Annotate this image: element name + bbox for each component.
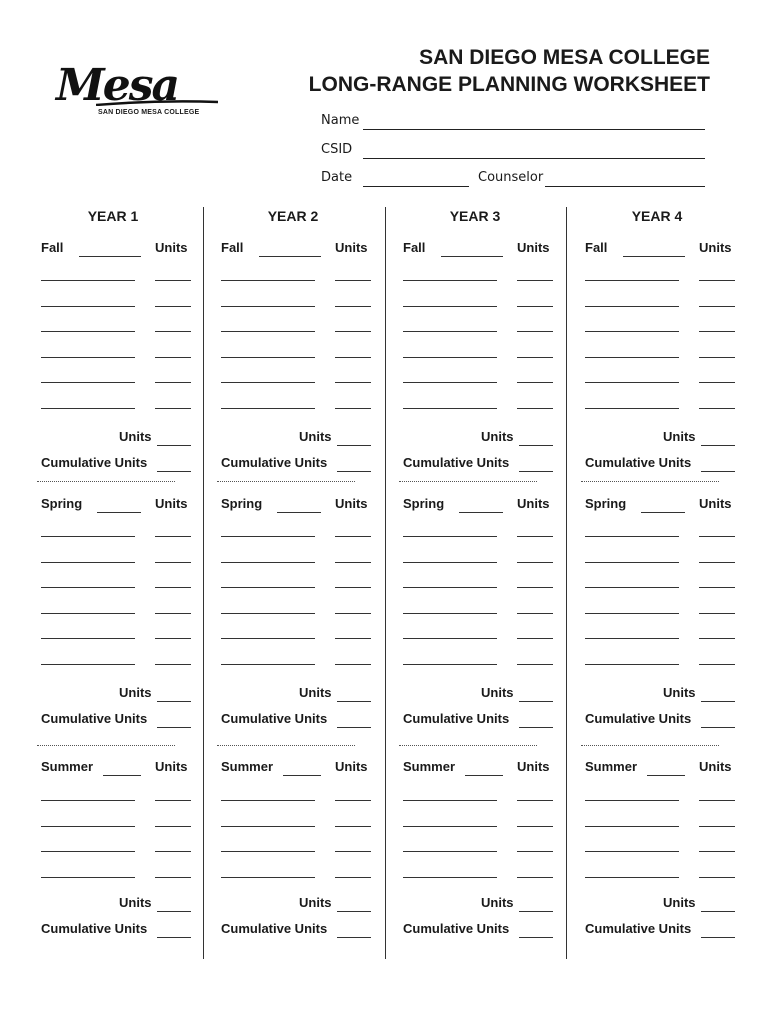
course-units-field[interactable]: [517, 851, 553, 852]
course-units-field[interactable]: [155, 408, 191, 409]
course-units-field[interactable]: [517, 331, 553, 332]
course-field[interactable]: [403, 613, 497, 614]
course-field[interactable]: [585, 357, 679, 358]
course-units-field[interactable]: [335, 826, 371, 827]
logo-swoosh: [96, 100, 218, 106]
course-units-field[interactable]: [699, 826, 735, 827]
units-total-label: Units: [481, 895, 514, 910]
cumulative-units-field[interactable]: [337, 727, 371, 728]
course-units-field[interactable]: [335, 851, 371, 852]
course-field[interactable]: [585, 331, 679, 332]
course-field[interactable]: [403, 306, 497, 307]
course-units-field[interactable]: [517, 587, 553, 588]
name-field[interactable]: [363, 129, 705, 130]
units-total-field[interactable]: [157, 445, 191, 446]
fall-term-field[interactable]: [79, 256, 141, 257]
section-separator: [399, 481, 537, 482]
course-field[interactable]: [41, 408, 135, 409]
course-units-field[interactable]: [155, 587, 191, 588]
course-field[interactable]: [585, 613, 679, 614]
spring-label: Spring: [403, 496, 445, 511]
course-field[interactable]: [403, 638, 497, 639]
fall-label: Fall: [41, 240, 64, 255]
cumulative-units-label: Cumulative Units: [221, 711, 328, 726]
units-header: Units: [155, 240, 188, 255]
course-units-field[interactable]: [517, 408, 553, 409]
course-field[interactable]: [403, 800, 497, 801]
cumulative-units-label: Cumulative Units: [403, 711, 510, 726]
course-field[interactable]: [221, 408, 315, 409]
date-field[interactable]: [363, 186, 469, 187]
cumulative-units-label: Cumulative Units: [41, 455, 148, 470]
course-units-field[interactable]: [335, 664, 371, 665]
course-units-field[interactable]: [699, 382, 735, 383]
course-field[interactable]: [221, 851, 315, 852]
section-separator: [217, 481, 355, 482]
course-units-field[interactable]: [699, 851, 735, 852]
course-field[interactable]: [585, 851, 679, 852]
course-units-field[interactable]: [155, 638, 191, 639]
units-header: Units: [517, 240, 550, 255]
course-field[interactable]: [585, 587, 679, 588]
course-field[interactable]: [221, 536, 315, 537]
course-field[interactable]: [41, 331, 135, 332]
course-field[interactable]: [585, 800, 679, 801]
course-field[interactable]: [403, 664, 497, 665]
summer-term-field[interactable]: [647, 775, 685, 776]
course-field[interactable]: [221, 587, 315, 588]
course-units-field[interactable]: [699, 638, 735, 639]
course-field[interactable]: [41, 851, 135, 852]
course-field[interactable]: [221, 280, 315, 281]
course-units-field[interactable]: [699, 280, 735, 281]
course-units-field[interactable]: [517, 382, 553, 383]
cumulative-units-field[interactable]: [157, 937, 191, 938]
cumulative-units-label: Cumulative Units: [41, 921, 148, 936]
cumulative-units-label: Cumulative Units: [585, 921, 692, 936]
course-units-field[interactable]: [335, 357, 371, 358]
units-header: Units: [699, 240, 732, 255]
units-total-label: Units: [299, 895, 332, 910]
summer-label: Summer: [585, 759, 638, 774]
date-label: Date: [321, 170, 353, 185]
course-units-field[interactable]: [517, 562, 553, 563]
course-units-field[interactable]: [335, 536, 371, 537]
course-field[interactable]: [585, 562, 679, 563]
course-field[interactable]: [41, 638, 135, 639]
csid-field[interactable]: [363, 158, 705, 159]
units-header: Units: [699, 759, 732, 774]
cumulative-units-label: Cumulative Units: [585, 455, 692, 470]
course-field[interactable]: [221, 877, 315, 878]
spring-term-field[interactable]: [459, 512, 503, 513]
units-total-field[interactable]: [701, 445, 735, 446]
cumulative-units-label: Cumulative Units: [403, 455, 510, 470]
units-total-field[interactable]: [337, 445, 371, 446]
course-field[interactable]: [41, 664, 135, 665]
course-field[interactable]: [221, 826, 315, 827]
cumulative-units-field[interactable]: [519, 937, 553, 938]
fall-label: Fall: [585, 240, 608, 255]
course-field[interactable]: [41, 587, 135, 588]
units-total-label: Units: [663, 685, 696, 700]
cumulative-units-label: Cumulative Units: [221, 921, 328, 936]
units-total-label: Units: [299, 685, 332, 700]
course-field[interactable]: [41, 357, 135, 358]
course-field[interactable]: [221, 306, 315, 307]
course-units-field[interactable]: [155, 357, 191, 358]
fall-term-field[interactable]: [441, 256, 503, 257]
summer-label: Summer: [403, 759, 456, 774]
summer-label: Summer: [221, 759, 274, 774]
course-field[interactable]: [41, 382, 135, 383]
course-field[interactable]: [403, 382, 497, 383]
units-total-field[interactable]: [157, 701, 191, 702]
year-column-2: [213, 200, 395, 960]
course-field[interactable]: [41, 826, 135, 827]
name-label: Name: [321, 113, 360, 128]
cumulative-units-field[interactable]: [701, 727, 735, 728]
course-units-field[interactable]: [155, 562, 191, 563]
course-field[interactable]: [403, 331, 497, 332]
worksheet-title: LONG-RANGE PLANNING WORKSHEET: [308, 73, 710, 96]
course-field[interactable]: [221, 638, 315, 639]
course-field[interactable]: [41, 306, 135, 307]
course-field[interactable]: [403, 536, 497, 537]
year-column-3: [395, 200, 577, 960]
course-field[interactable]: [41, 280, 135, 281]
section-separator: [37, 481, 175, 482]
course-field[interactable]: [221, 800, 315, 801]
course-units-field[interactable]: [517, 306, 553, 307]
course-field[interactable]: [403, 357, 497, 358]
course-units-field[interactable]: [699, 306, 735, 307]
course-units-field[interactable]: [517, 877, 553, 878]
course-units-field[interactable]: [699, 587, 735, 588]
year-column-1: [33, 200, 215, 960]
fall-term-field[interactable]: [259, 256, 321, 257]
cumulative-units-field[interactable]: [701, 937, 735, 938]
section-separator: [217, 745, 355, 746]
course-field[interactable]: [403, 408, 497, 409]
college-title: SAN DIEGO MESA COLLEGE: [419, 46, 710, 69]
units-header: Units: [335, 496, 368, 511]
course-units-field[interactable]: [699, 613, 735, 614]
course-units-field[interactable]: [699, 562, 735, 563]
spring-term-field[interactable]: [277, 512, 321, 513]
spring-label: Spring: [221, 496, 263, 511]
course-units-field[interactable]: [335, 331, 371, 332]
section-separator: [399, 745, 537, 746]
logo-wordmark: Mesa: [56, 60, 178, 111]
units-total-field[interactable]: [157, 911, 191, 912]
year-title: YEAR 1: [87, 208, 139, 224]
cumulative-units-label: Cumulative Units: [221, 455, 328, 470]
course-units-field[interactable]: [155, 306, 191, 307]
course-units-field[interactable]: [335, 877, 371, 878]
year-title: YEAR 3: [449, 208, 501, 224]
course-units-field[interactable]: [517, 536, 553, 537]
summer-label: Summer: [41, 759, 94, 774]
logo-subtitle: SAN DIEGO MESA COLLEGE: [98, 109, 200, 116]
units-total-label: Units: [119, 429, 152, 444]
cumulative-units-label: Cumulative Units: [41, 711, 148, 726]
units-total-label: Units: [481, 429, 514, 444]
course-field[interactable]: [585, 382, 679, 383]
course-units-field[interactable]: [517, 613, 553, 614]
course-units-field[interactable]: [155, 280, 191, 281]
counselor-field[interactable]: [545, 186, 705, 187]
course-field[interactable]: [403, 877, 497, 878]
year-title: YEAR 2: [267, 208, 319, 224]
units-total-label: Units: [481, 685, 514, 700]
units-total-field[interactable]: [519, 701, 553, 702]
fall-term-field[interactable]: [623, 256, 685, 257]
course-field[interactable]: [585, 638, 679, 639]
units-header: Units: [335, 240, 368, 255]
course-field[interactable]: [585, 877, 679, 878]
course-field[interactable]: [221, 562, 315, 563]
spring-label: Spring: [585, 496, 627, 511]
course-field[interactable]: [403, 851, 497, 852]
course-units-field[interactable]: [335, 562, 371, 563]
summer-term-field[interactable]: [283, 775, 321, 776]
course-field[interactable]: [221, 382, 315, 383]
cumulative-units-field[interactable]: [519, 727, 553, 728]
fall-label: Fall: [221, 240, 244, 255]
course-units-field[interactable]: [155, 536, 191, 537]
mesa-logo: [56, 60, 221, 122]
units-header: Units: [517, 496, 550, 511]
course-field[interactable]: [41, 877, 135, 878]
units-total-field[interactable]: [519, 911, 553, 912]
course-units-field[interactable]: [335, 800, 371, 801]
units-total-field[interactable]: [337, 911, 371, 912]
units-header: Units: [335, 759, 368, 774]
course-units-field[interactable]: [517, 800, 553, 801]
units-total-field[interactable]: [519, 445, 553, 446]
year-column-4: [577, 200, 759, 960]
course-units-field[interactable]: [335, 587, 371, 588]
course-field[interactable]: [221, 613, 315, 614]
units-total-label: Units: [663, 429, 696, 444]
course-units-field[interactable]: [699, 408, 735, 409]
course-units-field[interactable]: [699, 877, 735, 878]
course-field[interactable]: [585, 306, 679, 307]
section-separator: [581, 745, 719, 746]
course-field[interactable]: [41, 800, 135, 801]
course-field[interactable]: [585, 664, 679, 665]
course-units-field[interactable]: [335, 613, 371, 614]
units-total-label: Units: [119, 685, 152, 700]
units-header: Units: [517, 759, 550, 774]
counselor-label: Counselor: [478, 170, 544, 185]
course-units-field[interactable]: [155, 331, 191, 332]
course-units-field[interactable]: [699, 800, 735, 801]
units-total-field[interactable]: [337, 701, 371, 702]
spring-term-field[interactable]: [97, 512, 141, 513]
spring-term-field[interactable]: [641, 512, 685, 513]
course-field[interactable]: [221, 357, 315, 358]
units-total-field[interactable]: [701, 701, 735, 702]
year-title: YEAR 4: [631, 208, 683, 224]
units-total-label: Units: [663, 895, 696, 910]
course-units-field[interactable]: [155, 877, 191, 878]
cumulative-units-field[interactable]: [337, 471, 371, 472]
section-separator: [37, 745, 175, 746]
course-units-field[interactable]: [699, 331, 735, 332]
course-field[interactable]: [585, 408, 679, 409]
course-units-field[interactable]: [517, 826, 553, 827]
course-field[interactable]: [403, 280, 497, 281]
units-header: Units: [155, 496, 188, 511]
cumulative-units-field[interactable]: [701, 471, 735, 472]
course-units-field[interactable]: [517, 357, 553, 358]
course-field[interactable]: [221, 664, 315, 665]
units-header: Units: [155, 759, 188, 774]
cumulative-units-field[interactable]: [519, 471, 553, 472]
course-units-field[interactable]: [699, 357, 735, 358]
csid-label: CSID: [321, 142, 353, 157]
course-units-field[interactable]: [155, 826, 191, 827]
cumulative-units-field[interactable]: [157, 471, 191, 472]
cumulative-units-label: Cumulative Units: [585, 711, 692, 726]
course-field[interactable]: [403, 562, 497, 563]
course-units-field[interactable]: [155, 664, 191, 665]
course-field[interactable]: [41, 562, 135, 563]
course-units-field[interactable]: [335, 306, 371, 307]
course-units-field[interactable]: [517, 638, 553, 639]
cumulative-units-label: Cumulative Units: [403, 921, 510, 936]
course-field[interactable]: [403, 826, 497, 827]
course-units-field[interactable]: [335, 280, 371, 281]
course-field[interactable]: [585, 280, 679, 281]
section-separator: [581, 481, 719, 482]
course-units-field[interactable]: [335, 638, 371, 639]
cumulative-units-field[interactable]: [337, 937, 371, 938]
course-units-field[interactable]: [517, 280, 553, 281]
units-header: Units: [699, 496, 732, 511]
course-units-field[interactable]: [335, 382, 371, 383]
course-field[interactable]: [41, 613, 135, 614]
course-field[interactable]: [221, 331, 315, 332]
course-units-field[interactable]: [699, 664, 735, 665]
units-total-field[interactable]: [701, 911, 735, 912]
course-field[interactable]: [585, 826, 679, 827]
course-units-field[interactable]: [517, 664, 553, 665]
course-units-field[interactable]: [155, 382, 191, 383]
cumulative-units-field[interactable]: [157, 727, 191, 728]
course-units-field[interactable]: [155, 613, 191, 614]
course-units-field[interactable]: [699, 536, 735, 537]
fall-label: Fall: [403, 240, 426, 255]
summer-term-field[interactable]: [465, 775, 503, 776]
spring-label: Spring: [41, 496, 83, 511]
course-units-field[interactable]: [335, 408, 371, 409]
course-units-field[interactable]: [155, 851, 191, 852]
course-field[interactable]: [41, 536, 135, 537]
summer-term-field[interactable]: [103, 775, 141, 776]
units-total-label: Units: [299, 429, 332, 444]
units-total-label: Units: [119, 895, 152, 910]
course-units-field[interactable]: [155, 800, 191, 801]
course-field[interactable]: [403, 587, 497, 588]
course-field[interactable]: [585, 536, 679, 537]
